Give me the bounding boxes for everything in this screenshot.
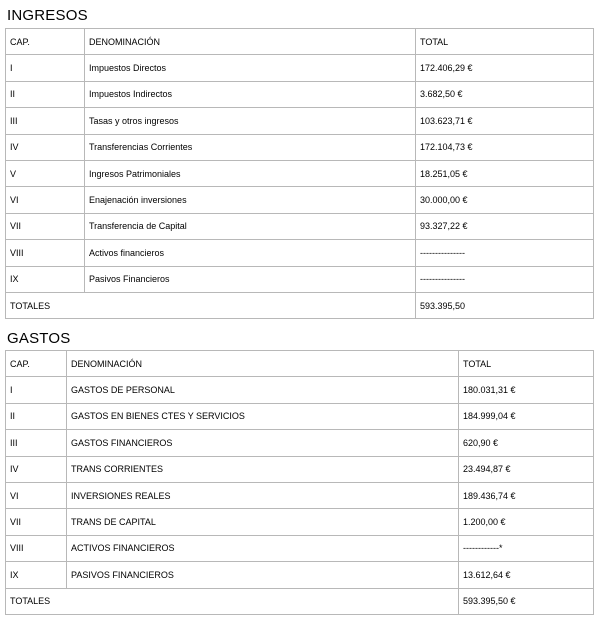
denominacion-cell: Transferencia de Capital bbox=[85, 213, 416, 239]
cap-cell: IV bbox=[6, 134, 85, 160]
denominacion-cell: Ingresos Patrimoniales bbox=[85, 160, 416, 186]
totals-label: TOTALES bbox=[6, 292, 416, 318]
denominacion-cell: INVERSIONES REALES bbox=[67, 482, 459, 508]
cap-cell: V bbox=[6, 160, 85, 186]
total-cell: 184.999,04 € bbox=[459, 403, 594, 429]
denominacion-cell: Pasivos Financieros bbox=[85, 266, 416, 292]
cap-cell: VIII bbox=[6, 240, 85, 266]
denominacion-cell: GASTOS FINANCIEROS bbox=[67, 430, 459, 456]
cap-cell: VI bbox=[6, 482, 67, 508]
header-row bbox=[6, 351, 594, 377]
header-total: TOTAL bbox=[416, 29, 594, 55]
total-cell: 30.000,00 € bbox=[416, 187, 594, 213]
denominacion-cell: ACTIVOS FINANCIEROS bbox=[67, 535, 459, 561]
table-row bbox=[6, 55, 594, 81]
table-row bbox=[6, 134, 594, 160]
table-row bbox=[6, 266, 594, 292]
cap-cell: VII bbox=[6, 509, 67, 535]
totals-row bbox=[6, 292, 594, 318]
denominacion-cell: Enajenación inversiones bbox=[85, 187, 416, 213]
header-row bbox=[6, 29, 594, 55]
cap-cell: III bbox=[6, 108, 85, 134]
cap-cell: VII bbox=[6, 213, 85, 239]
ingresos-table bbox=[5, 28, 594, 319]
cap-cell: IX bbox=[6, 562, 67, 588]
totals-value: 593.395,50 € bbox=[459, 588, 594, 614]
header-cap: CAP. bbox=[6, 351, 67, 377]
table-row bbox=[6, 562, 594, 588]
total-cell: 172.406,29 € bbox=[416, 55, 594, 81]
total-cell: 1.200,00 € bbox=[459, 509, 594, 535]
cap-cell: I bbox=[6, 377, 67, 403]
gastos-title: GASTOS bbox=[7, 330, 71, 347]
totals-row bbox=[6, 588, 594, 614]
denominacion-cell: Activos financieros bbox=[85, 240, 416, 266]
total-cell: --------------- bbox=[416, 240, 594, 266]
cap-cell: VI bbox=[6, 187, 85, 213]
header-total: TOTAL bbox=[459, 351, 594, 377]
denominacion-cell: Impuestos Indirectos bbox=[85, 81, 416, 107]
table-row bbox=[6, 108, 594, 134]
table-row bbox=[6, 403, 594, 429]
denominacion-cell: TRANS DE CAPITAL bbox=[67, 509, 459, 535]
denominacion-cell: GASTOS EN BIENES CTES Y SERVICIOS bbox=[67, 403, 459, 429]
table-row bbox=[6, 377, 594, 403]
denominacion-cell: GASTOS DE PERSONAL bbox=[67, 377, 459, 403]
table-row bbox=[6, 430, 594, 456]
denominacion-cell: Transferencias Corrientes bbox=[85, 134, 416, 160]
total-cell: 172.104,73 € bbox=[416, 134, 594, 160]
cap-cell: IX bbox=[6, 266, 85, 292]
total-cell: 3.682,50 € bbox=[416, 81, 594, 107]
table-row bbox=[6, 240, 594, 266]
table-row bbox=[6, 482, 594, 508]
table-row bbox=[6, 213, 594, 239]
cap-cell: II bbox=[6, 81, 85, 107]
total-cell: ------------* bbox=[459, 535, 594, 561]
total-cell: 189.436,74 € bbox=[459, 482, 594, 508]
cap-cell: VIII bbox=[6, 535, 67, 561]
total-cell: 93.327,22 € bbox=[416, 213, 594, 239]
denominacion-cell: PASIVOS FINANCIEROS bbox=[67, 562, 459, 588]
table-row bbox=[6, 456, 594, 482]
table-row bbox=[6, 187, 594, 213]
denominacion-cell: TRANS CORRIENTES bbox=[67, 456, 459, 482]
cap-cell: III bbox=[6, 430, 67, 456]
total-cell: 620,90 € bbox=[459, 430, 594, 456]
total-cell: 180.031,31 € bbox=[459, 377, 594, 403]
total-cell: 18.251,05 € bbox=[416, 160, 594, 186]
denominacion-cell: Tasas y otros ingresos bbox=[85, 108, 416, 134]
ingresos-title: INGRESOS bbox=[7, 7, 88, 24]
total-cell: 103.623,71 € bbox=[416, 108, 594, 134]
table-row bbox=[6, 81, 594, 107]
gastos-table bbox=[5, 350, 594, 615]
denominacion-cell: Impuestos Directos bbox=[85, 55, 416, 81]
total-cell: --------------- bbox=[416, 266, 594, 292]
cap-cell: I bbox=[6, 55, 85, 81]
total-cell: 13.612,64 € bbox=[459, 562, 594, 588]
table-row bbox=[6, 160, 594, 186]
total-cell: 23.494,87 € bbox=[459, 456, 594, 482]
header-cap: CAP. bbox=[6, 29, 85, 55]
cap-cell: II bbox=[6, 403, 67, 429]
table-row bbox=[6, 535, 594, 561]
totals-value: 593.395,50 bbox=[416, 292, 594, 318]
totals-label: TOTALES bbox=[6, 588, 459, 614]
header-denominacion: DENOMINACIÓN bbox=[67, 351, 459, 377]
table-row bbox=[6, 509, 594, 535]
cap-cell: IV bbox=[6, 456, 67, 482]
header-denominacion: DENOMINACIÓN bbox=[85, 29, 416, 55]
